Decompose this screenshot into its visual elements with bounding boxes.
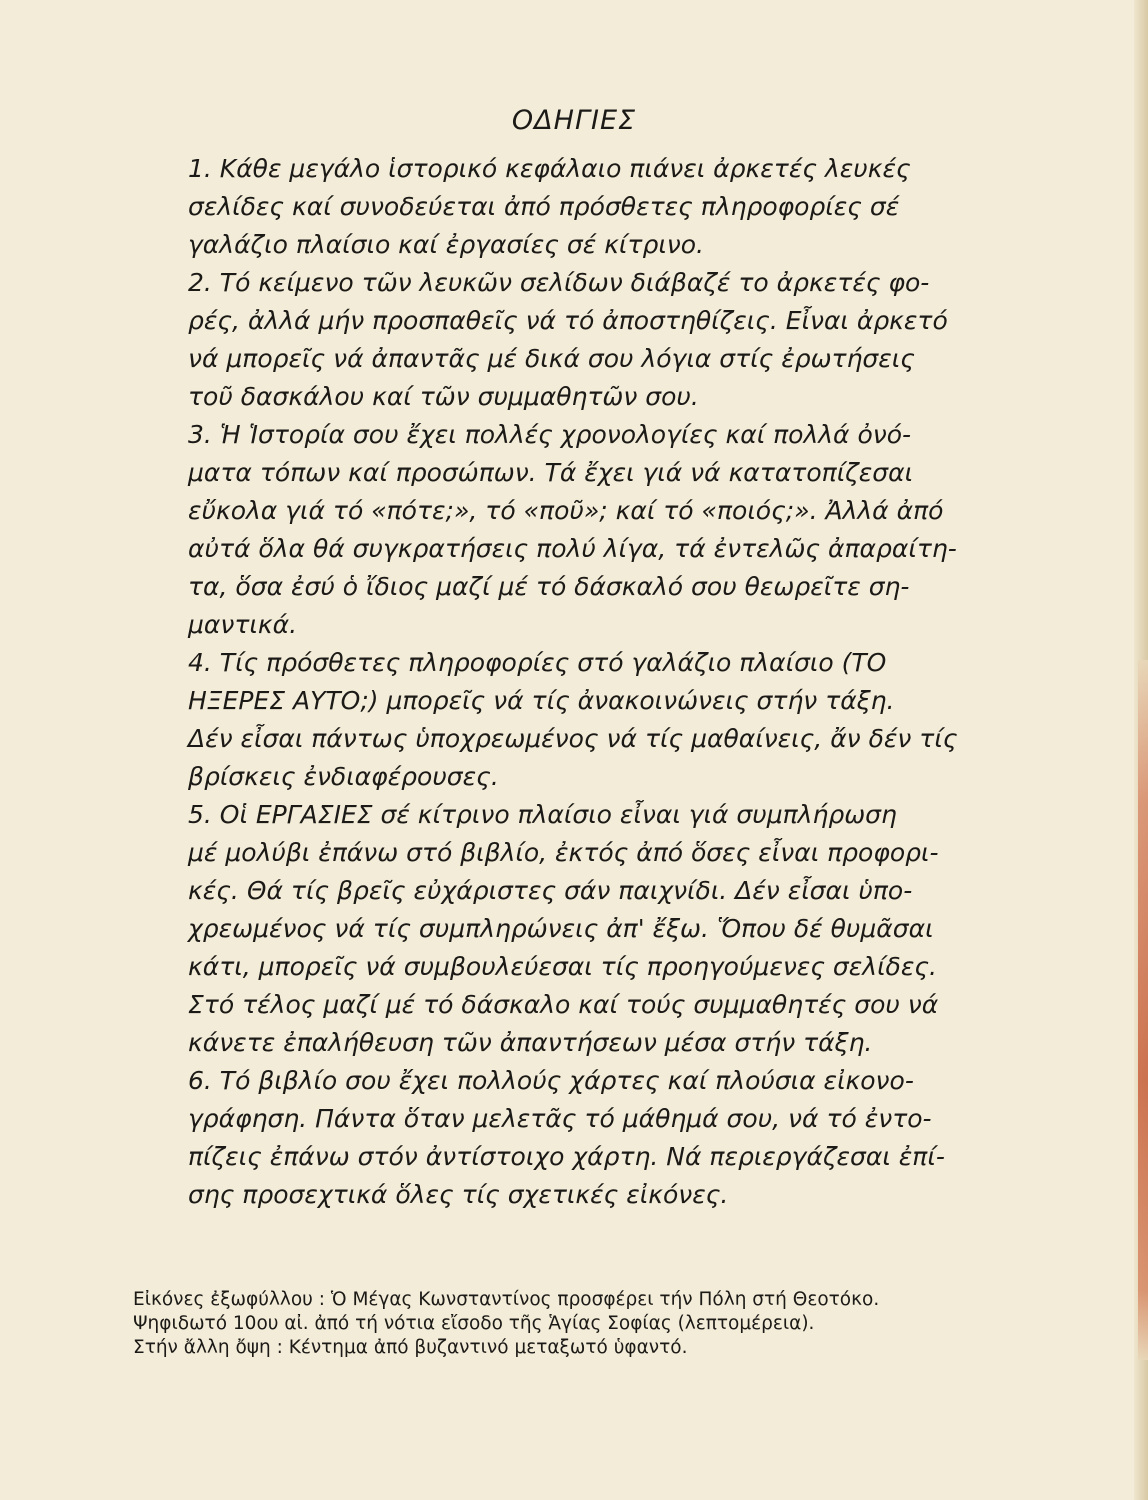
text-line: σελίδες καί συνοδεύεται ἀπό πρόσθετες πληροφορίες σέ (188, 192, 900, 221)
text-line: πίζεις ἐπάνω στόν ἀντίστοιχο χάρτη. Νά περιεργάζεσαι ἐπί- (188, 1142, 945, 1171)
text-line: γαλάζιο πλαίσιο καί ἐργασίες σέ κίτρινο. (188, 230, 704, 259)
text-line: τα, ὅσα ἐσύ ὁ ἴδιος μαζί μέ τό δάσκαλό σου θεωρεῖτε ση- (188, 572, 910, 601)
text-line: Δέν εἶσαι πάντως ὑποχρεωμένος νά τίς μαθαίνεις, ἄν δέν τίς (188, 724, 958, 753)
text-line: νά μπορεῖς νά ἀπαντᾶς μέ δικά σου λόγια στίς ἐρωτήσεις (188, 344, 915, 373)
red-edge-strip (1138, 660, 1148, 1360)
text-line: μέ μολύβι ἐπάνω στό βιβλίο, ἐκτός ἀπό ὅσες εἶναι προφορι- (188, 838, 939, 867)
page-heading: ΟΔΗΓΙΕΣ (511, 105, 637, 136)
text-line: κάτι, μπορεῖς νά συμβουλεύεσαι τίς προηγούμενες σελίδες. (188, 952, 937, 981)
caption-line: Εἰκόνες ἐξωφύλλου : Ὁ Μέγας Κωνσταντίνος προσφέρει τήν Πόλη στή Θεοτόκο. (133, 1289, 880, 1310)
text-line: Στό τέλος μαζί μέ τό δάσκαλο καί τούς συμμαθητές σου νά (188, 990, 939, 1019)
text-line: μαντικά. (188, 610, 298, 639)
text-line: 5. Οἱ ΕΡΓΑΣΙΕΣ σέ κίτρινο πλαίσιο εἶναι γιά συμπλήρωση (188, 800, 897, 829)
text-line: ματα τόπων καί προσώπων. Τά ἔχει γιά νά κατατοπίζεσαι (188, 458, 914, 487)
text-line: κάνετε ἐπαλήθευση τῶν ἀπαντήσεων μέσα στήν τάξη. (188, 1028, 873, 1057)
text-line: 2. Τό κείμενο τῶν λευκῶν σελίδων διάβαζέ το ἀρκετές φο- (188, 268, 930, 297)
text-line: εὔκολα γιά τό «πότε;», τό «ποῦ»; καί τό «ποιός;». Ἀλλά ἀπό (188, 496, 944, 525)
text-line: χρεωμένος νά τίς συμπληρώνεις ἀπ' ἔξω. Ὅπου δέ θυμᾶσαι (188, 914, 934, 943)
text-line: ρές, ἀλλά μήν προσπαθεῖς νά τό ἀποστηθίζεις. Εἶναι ἀρκετό (188, 306, 948, 335)
text-line: τοῦ δασκάλου καί τῶν συμμαθητῶν σου. (188, 382, 699, 411)
text-line: σης προσεχτικά ὅλες τίς σχετικές εἰκόνες. (188, 1180, 729, 1209)
text-line: 4. Τίς πρόσθετες πληροφορίες στό γαλάζιο πλαίσιο (ΤΟ (188, 648, 887, 677)
text-line: βρίσκεις ἐνδιαφέρουσες. (188, 762, 499, 791)
text-line: γράφηση. Πάντα ὅταν μελετᾶς τό μάθημά σου, νά τό ἐντο- (188, 1104, 932, 1133)
cover-caption (133, 1288, 993, 1360)
text-line: αὐτά ὅλα θά συγκρατήσεις πολύ λίγα, τά ἐντελῶς ἀπαραίτη- (188, 534, 957, 563)
text-line: 1. Κάθε μεγάλο ἱστορικό κεφάλαιο πιάνει ἀρκετές λευκές (188, 154, 911, 183)
caption-line: Ψηφιδωτό 10ου αἰ. ἀπό τή νότια εἴσοδο τῆς Ἁγίας Σοφίας (λεπτομέρεια). (133, 1313, 815, 1334)
text-line: κές. Θά τίς βρεῖς εὐχάριστες σάν παιχνίδι. Δέν εἶσαι ὑπο- (188, 876, 913, 905)
instructions-text (188, 150, 970, 1214)
text-line: ΗΞΕΡΕΣ ΑΥΤΟ;) μπορεῖς νά τίς ἀνακοινώνεις στήν τάξη. (188, 686, 895, 715)
text-line: 3. Ἡ Ἱστορία σου ἔχει πολλές χρονολογίες καί πολλά ὀνό- (188, 420, 912, 449)
text-line: 6. Τό βιβλίο σου ἔχει πολλούς χάρτες καί πλούσια εἰκονο- (188, 1066, 914, 1095)
caption-line: Στήν ἄλλη ὄψη : Κέντημα ἀπό βυζαντινό μεταξωτό ὑφαντό. (133, 1337, 688, 1358)
